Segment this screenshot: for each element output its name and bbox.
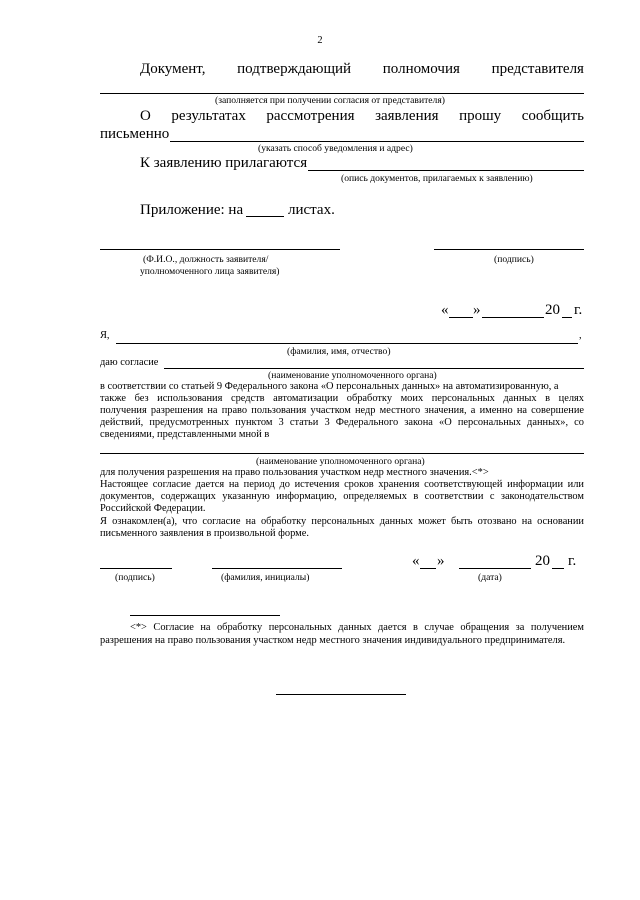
applicant-fio-caption-1: (Ф.И.О., должность заявителя/ xyxy=(143,254,269,265)
applicant-fio-line[interactable] xyxy=(100,249,340,250)
consent-para2-last: Российской Федерации. xyxy=(100,503,206,514)
consent-year-suffix: г. xyxy=(568,553,577,569)
attached-line[interactable] xyxy=(308,170,584,171)
consent-date-caption: (дата) xyxy=(478,572,502,583)
heading-word: полномочия xyxy=(382,61,460,77)
heading-word: рассмотрения xyxy=(266,108,355,124)
heading-word: результатах xyxy=(171,108,246,124)
consent-para1-line: в соответствии со статьей 9 Федерального закона «О персональных данных» на автоматизированную, а xyxy=(100,381,559,392)
consent-date-month-line[interactable] xyxy=(459,568,531,569)
heading-word: О xyxy=(140,108,151,124)
representative-doc-line[interactable] xyxy=(100,93,584,94)
consent-organ-caption-2: (наименование уполномоченного органа) xyxy=(256,456,425,467)
applicant-signature-caption: (подпись) xyxy=(494,254,534,265)
consent-date-close-quote: » xyxy=(437,553,445,569)
consent-para1-line: также без использования средств автоматизации обработку моих персональных данных в целях xyxy=(100,393,584,404)
notify-method-caption: (указать способ уведомления и адрес) xyxy=(258,143,413,154)
consent-name-line[interactable] xyxy=(212,568,342,569)
consent-para1-last: сведениями, представленными мной в xyxy=(100,429,270,440)
consent-purpose: для получения разрешения на право пользования участком недр местного значения.<*> xyxy=(100,467,489,478)
consent-fio-line[interactable] xyxy=(116,343,578,344)
consent-para1-line: действий, предусмотренных пунктом 3 статьи 3 Федерального закона «О персональных данных», со xyxy=(100,417,584,428)
heading-word: прошу xyxy=(459,108,502,124)
date-close-quote: » xyxy=(473,302,481,318)
date-month-line[interactable] xyxy=(482,317,544,318)
appendix-suffix: листах. xyxy=(288,202,335,218)
consent-para3-last: письменного заявления в произвольной форме. xyxy=(100,528,309,539)
consent-ya-comma: , xyxy=(579,330,582,341)
date-year-suffix: г. xyxy=(574,302,583,318)
notify-method-line[interactable] xyxy=(170,141,584,142)
applicant-signature-line[interactable] xyxy=(434,249,584,250)
consent-give: даю согласие xyxy=(100,357,159,368)
consent-signature-caption: (подпись) xyxy=(115,572,155,583)
consent-fio-caption: (фамилия, имя, отчество) xyxy=(287,346,391,357)
page-end-rule xyxy=(276,694,406,695)
representative-doc-caption: (заполняется при получении согласия от представителя) xyxy=(215,95,445,106)
date-day-line[interactable] xyxy=(449,317,473,318)
heading-word: заявления xyxy=(375,108,439,124)
representative-doc-heading xyxy=(140,61,584,78)
appendix-prefix: Приложение: на xyxy=(140,202,244,218)
appendix-sheets-line[interactable] xyxy=(246,216,284,217)
consent-organ-caption: (наименование уполномоченного органа) xyxy=(268,370,437,381)
date-year-line[interactable] xyxy=(562,317,572,318)
heading-word: представителя xyxy=(491,61,584,77)
attached-label: К заявлению прилагаются xyxy=(140,155,308,171)
date-open-quote: « xyxy=(441,302,449,318)
consent-para2-line: Настоящее согласие дается на период до истечения сроков хранения соответствующей информации или xyxy=(100,479,584,490)
page-number: 2 xyxy=(317,35,323,46)
consent-organ-line-2[interactable] xyxy=(100,453,584,454)
consent-year-prefix: 20 xyxy=(535,553,550,569)
consent-para2-line: документов, содержащих указанную информацию, определяемых в соответствии с законодательством xyxy=(100,491,584,502)
consent-para3-line: Я ознакомлен(а), что согласие на обработку персональных данных может быть отозвано на основании xyxy=(100,516,584,527)
applicant-fio-caption-2: уполномоченного лица заявителя) xyxy=(140,266,280,277)
consent-signature-line[interactable] xyxy=(100,568,172,569)
result-notify-prefix: письменно xyxy=(100,126,170,142)
consent-date-open-quote: « xyxy=(412,553,420,569)
consent-organ-line[interactable] xyxy=(164,368,584,369)
heading-word: сообщить xyxy=(521,108,584,124)
consent-ya: Я, xyxy=(100,330,110,341)
date-year-prefix: 20 xyxy=(545,302,560,318)
footnote-separator xyxy=(130,615,280,616)
footnote-last: разрешения на право пользования участком недр местного значения индивидуального предпринимателя. xyxy=(100,635,566,646)
consent-year-line[interactable] xyxy=(552,568,564,569)
attached-caption: (опись документов, прилагаемых к заявлению) xyxy=(341,173,533,184)
consent-date-day-line[interactable] xyxy=(420,568,436,569)
consent-name-caption: (фамилия, инициалы) xyxy=(221,572,310,583)
result-notify-heading xyxy=(140,108,584,125)
consent-para1-line: получения разрешения на право пользования участком недр местного значения, а именно на совершение xyxy=(100,405,584,416)
footnote-line: <*> Согласие на обработку персональных данных дается в случае обращения за получением xyxy=(130,622,584,633)
heading-word: Документ, xyxy=(140,61,206,77)
heading-word: подтверждающий xyxy=(237,61,352,77)
